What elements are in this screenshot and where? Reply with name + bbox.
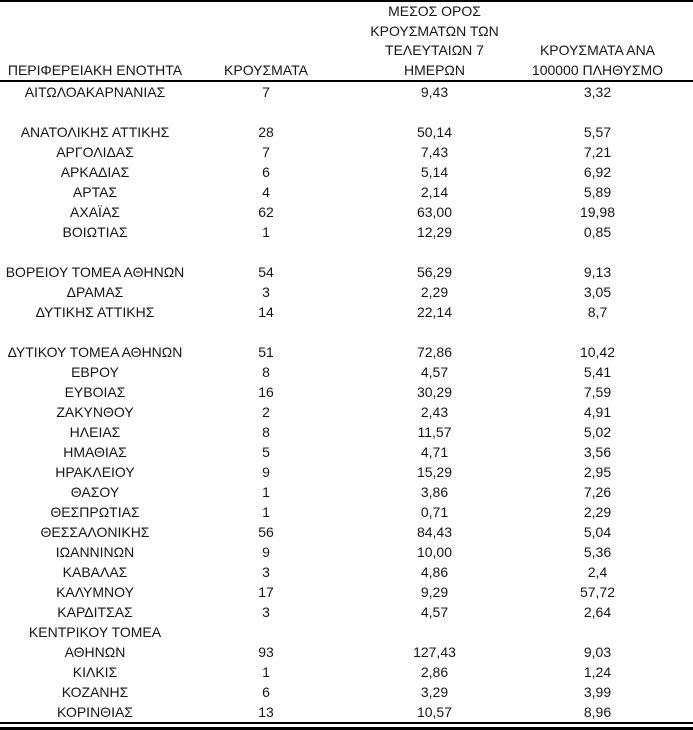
table-row (0, 662, 693, 682)
cell-per-100000: 8,7 (587, 304, 608, 320)
cell-region: ΑΡΤΑΣ (72, 184, 118, 200)
table-row (0, 622, 693, 662)
cell-cases: 16 (258, 384, 274, 400)
spacer-cell (668, 622, 693, 662)
cell-region: ΘΑΣΟΥ (70, 484, 120, 500)
cell-avg-7days: 15,29 (416, 464, 453, 480)
cell-cases: 1 (262, 664, 270, 680)
cell-cases: 1 (262, 484, 270, 500)
cell-cases: 9 (262, 464, 270, 480)
table-row (0, 502, 693, 522)
cell-avg-7days: 11,57 (417, 424, 452, 440)
cell-avg-7days: 7,43 (420, 144, 449, 160)
table-row (0, 462, 693, 482)
spacer-cell (668, 402, 693, 422)
cell-per-100000: 9,13 (583, 264, 612, 280)
cell-avg-7days: 2,43 (420, 404, 449, 420)
cell-per-100000: 5,04 (583, 524, 612, 540)
cell-region: ΚΑΛΥΜΝΟΥ (56, 584, 134, 600)
spacer-cell (0, 322, 693, 342)
table-row (0, 582, 693, 602)
cell-avg-7days: 22,14 (416, 304, 453, 320)
cell-cases: 2 (262, 404, 270, 420)
cell-region: ΖΑΚΥΝΘΟΥ (56, 404, 134, 420)
spacer-cell (0, 242, 693, 262)
cell-region: ΚΙΛΚΙΣ (72, 664, 118, 680)
table-row (0, 282, 693, 302)
column-header-avg7 (342, 1, 527, 81)
column-header-text: ΜΕΣΟΣ ΟΡΟΣ (388, 3, 481, 19)
cell-region: ΙΩΑΝΝΙΝΩΝ (55, 544, 135, 560)
cell-per-100000: 3,05 (583, 284, 612, 300)
cell-per-100000: 7,59 (583, 384, 612, 400)
spacer-cell (668, 542, 693, 562)
cell-cases: 9 (262, 544, 270, 560)
spacer-cell (668, 442, 693, 462)
table-row (0, 682, 693, 702)
cell-region: ΑΡΓΟΛΙΔΑΣ (56, 144, 134, 160)
column-header-per100k (527, 1, 668, 81)
spacer-header (668, 1, 693, 81)
spacer-cell (668, 81, 693, 102)
cell-cases: 3 (262, 284, 270, 300)
spacer-cell (668, 182, 693, 202)
spacer-cell (668, 282, 693, 302)
spacer-cell (668, 702, 693, 722)
cell-avg-7days: 9,43 (420, 84, 449, 100)
cell-per-100000: 2,95 (583, 464, 612, 480)
cell-per-100000: 5,57 (583, 124, 612, 140)
spacer-cell (668, 262, 693, 282)
spacer-cell (668, 162, 693, 182)
cell-region: ΔΡΑΜΑΣ (66, 284, 124, 300)
table-row (0, 81, 693, 102)
table-row (0, 162, 693, 182)
cell-per-100000: 7,26 (583, 484, 612, 500)
cell-cases: 8 (262, 364, 270, 380)
cell-avg-7days: 3,29 (420, 684, 449, 700)
cell-per-100000: 2,64 (583, 604, 612, 620)
cell-avg-7days: 2,14 (420, 184, 449, 200)
table-body (0, 81, 693, 722)
cell-avg-7days: 5,14 (420, 164, 449, 180)
cell-region: ΗΡΑΚΛΕΙΟΥ (55, 464, 135, 480)
spacer-cell (668, 522, 693, 542)
cell-avg-7days: 10,57 (416, 704, 453, 720)
cell-cases: 17 (258, 584, 274, 600)
cell-region: ΑΝΑΤΟΛΙΚΗΣ ΑΤΤΙΚΗΣ (20, 124, 170, 140)
cell-per-100000: 6,92 (583, 164, 612, 180)
cell-avg-7days: 12,29 (416, 224, 453, 240)
table-row (0, 122, 693, 142)
region-name-line: ΑΘΗΝΩΝ (64, 644, 126, 660)
cell-avg-7days: 4,86 (420, 564, 449, 580)
table-row (0, 702, 693, 722)
spacer-cell (668, 582, 693, 602)
cell-per-100000: 5,36 (583, 544, 612, 560)
cell-avg-7days: 4,57 (420, 604, 449, 620)
table-row (0, 222, 693, 242)
cell-cases: 3 (262, 564, 270, 580)
column-header-cases (190, 1, 342, 81)
cell-cases: 56 (258, 524, 274, 540)
cell-region: ΑΡΚΑΔΙΑΣ (60, 164, 130, 180)
cell-per-100000: 2,4 (587, 564, 608, 580)
cell-per-100000: 4,91 (583, 404, 612, 420)
cell-avg-7days: 2,29 (420, 284, 449, 300)
cell-region (0, 622, 190, 662)
table-row (0, 562, 693, 582)
table-row (0, 182, 693, 202)
spacer-cell (668, 502, 693, 522)
cell-per-100000: 3,56 (583, 444, 612, 460)
cell-avg-7days: 63,00 (416, 204, 453, 220)
spacer-row (0, 102, 693, 122)
cell-cases: 1 (262, 504, 270, 520)
cell-cases: 7 (262, 84, 270, 100)
cell-cases: 6 (262, 164, 270, 180)
cell-cases: 4 (262, 184, 270, 200)
cell-region: ΒΟΙΩΤΙΑΣ (62, 224, 128, 240)
cell-per-100000: 8,96 (583, 704, 612, 720)
cell-per-100000: 7,21 (583, 144, 612, 160)
cell-region: ΗΜΑΘΙΑΣ (63, 444, 127, 460)
cell-region: ΗΛΕΙΑΣ (69, 424, 121, 440)
table-row (0, 342, 693, 362)
table-header (0, 1, 693, 81)
cell-avg-7days: 0,71 (420, 504, 449, 520)
cell-per-100000: 3,99 (583, 684, 612, 700)
cell-region: ΘΕΣΣΑΛΟΝΙΚΗΣ (40, 524, 150, 540)
cell-per-100000: 2,29 (583, 504, 612, 520)
spacer-cell (668, 362, 693, 382)
column-header-text: ΚΡΟΥΣΜΑΤΑ (224, 61, 308, 78)
cell-avg-7days: 2,86 (420, 664, 449, 680)
cell-per-100000: 0,85 (583, 224, 612, 240)
spacer-cell (668, 222, 693, 242)
cell-per-100000: 5,89 (583, 184, 612, 200)
cell-avg-7days: 127,43 (413, 644, 456, 660)
spacer-cell (668, 382, 693, 402)
column-header-text: ΚΡΟΥΣΜΑΤΑ ΑΝΑ (539, 42, 656, 58)
table-row (0, 482, 693, 502)
cell-cases: 62 (258, 204, 274, 220)
cell-cases: 13 (258, 704, 274, 720)
cell-per-100000: 10,42 (579, 344, 616, 360)
header-row (0, 1, 693, 81)
table-row (0, 402, 693, 422)
cell-avg-7days: 50,14 (416, 124, 453, 140)
cell-cases: 3 (262, 604, 270, 620)
cell-region: ΚΟΡΙΝΘΙΑΣ (57, 704, 133, 720)
column-header-text: ΚΡΟΥΣΜΑΤΩΝ ΤΩΝ (370, 22, 499, 39)
cell-region: ΕΥΒΟΙΑΣ (64, 384, 126, 400)
column-header-text: ΠΕΡΙΦΕΡΕΙΑΚΗ ΕΝΟΤΗΤΑ (7, 61, 183, 78)
cell-per-100000: 57,72 (579, 584, 616, 600)
cell-region: ΚΑΒΑΛΑΣ (62, 564, 128, 580)
cell-region: ΕΒΡΟΥ (71, 364, 119, 380)
cell-cases: 1 (262, 224, 270, 240)
column-header-text: ΗΜΕΡΩΝ (403, 61, 466, 78)
cell-region: ΑΙΤΩΛΟΑΚΑΡΝΑΝΙΑΣ (24, 84, 166, 100)
spacer-row (0, 322, 693, 342)
cell-region: ΘΕΣΠΡΩΤΙΑΣ (50, 504, 140, 520)
spacer-cell (668, 342, 693, 362)
cell-cases: 54 (258, 264, 274, 280)
spacer-cell (668, 662, 693, 682)
spacer-cell (668, 602, 693, 622)
cell-avg-7days: 4,57 (420, 364, 449, 380)
cell-avg-7days: 84,43 (416, 524, 453, 540)
cell-avg-7days: 56,29 (416, 264, 453, 280)
spacer-cell (668, 422, 693, 442)
spacer-cell (668, 482, 693, 502)
cell-avg-7days: 30,29 (416, 384, 453, 400)
cell-cases: 51 (258, 344, 274, 360)
cell-avg-7days: 3,86 (420, 484, 449, 500)
spacer-cell (0, 102, 693, 122)
cell-region: ΒΟΡΕΙΟΥ ΤΟΜΕΑ ΑΘΗΝΩΝ (5, 264, 185, 280)
table-row (0, 142, 693, 162)
cell-avg-7days: 4,71 (420, 444, 449, 460)
table-row (0, 382, 693, 402)
table-row (0, 262, 693, 282)
cell-per-100000: 1,24 (583, 664, 612, 680)
region-name-line: ΚΕΝΤΡΙΚΟΥ ΤΟΜΕΑ (28, 624, 162, 640)
table-row (0, 422, 693, 442)
spacer-cell (668, 462, 693, 482)
cell-cases: 93 (258, 644, 274, 660)
cell-avg-7days: 9,29 (420, 584, 449, 600)
spacer-cell (668, 142, 693, 162)
spacer-cell (668, 302, 693, 322)
cell-cases: 6 (262, 684, 270, 700)
table-row (0, 542, 693, 562)
cell-per-100000: 19,98 (579, 204, 616, 220)
cell-region: ΚΑΡΔΙΤΣΑΣ (57, 604, 133, 620)
cell-per-100000: 9,03 (583, 644, 612, 660)
table-row (0, 362, 693, 382)
cell-per-100000: 5,02 (583, 424, 612, 440)
cell-cases: 8 (262, 424, 270, 440)
table-bottom-double-rule (0, 722, 693, 730)
column-header-text: 100000 ΠΛΗΘΥΣΜΟ (531, 61, 664, 78)
table-row (0, 442, 693, 462)
cell-avg-7days: 72,86 (416, 344, 453, 360)
cell-region: ΔΥΤΙΚΗΣ ΑΤΤΙΚΗΣ (35, 304, 155, 320)
table-row (0, 602, 693, 622)
spacer-row (0, 242, 693, 262)
spacer-cell (668, 122, 693, 142)
cell-per-100000: 5,41 (583, 364, 612, 380)
spacer-cell (668, 562, 693, 582)
table-row (0, 202, 693, 222)
spacer-cell (668, 682, 693, 702)
cell-cases: 7 (262, 144, 270, 160)
cell-cases: 28 (258, 124, 274, 140)
cell-avg-7days: 10,00 (416, 544, 453, 560)
column-header-text: ΤΕΛΕΥΤΑΙΩΝ 7 (385, 42, 484, 58)
column-header-region (0, 1, 190, 81)
cell-per-100000: 3,32 (583, 84, 612, 100)
cell-cases: 5 (262, 444, 270, 460)
table-row (0, 302, 693, 322)
cell-region: ΚΟΖΑΝΗΣ (61, 684, 129, 700)
cell-cases: 14 (258, 304, 274, 320)
table-row (0, 522, 693, 542)
cell-region: ΑΧΑΪΑΣ (70, 204, 120, 220)
spacer-cell (668, 202, 693, 222)
cell-region: ΔΥΤΙΚΟΥ ΤΟΜΕΑ ΑΘΗΝΩΝ (7, 344, 183, 360)
